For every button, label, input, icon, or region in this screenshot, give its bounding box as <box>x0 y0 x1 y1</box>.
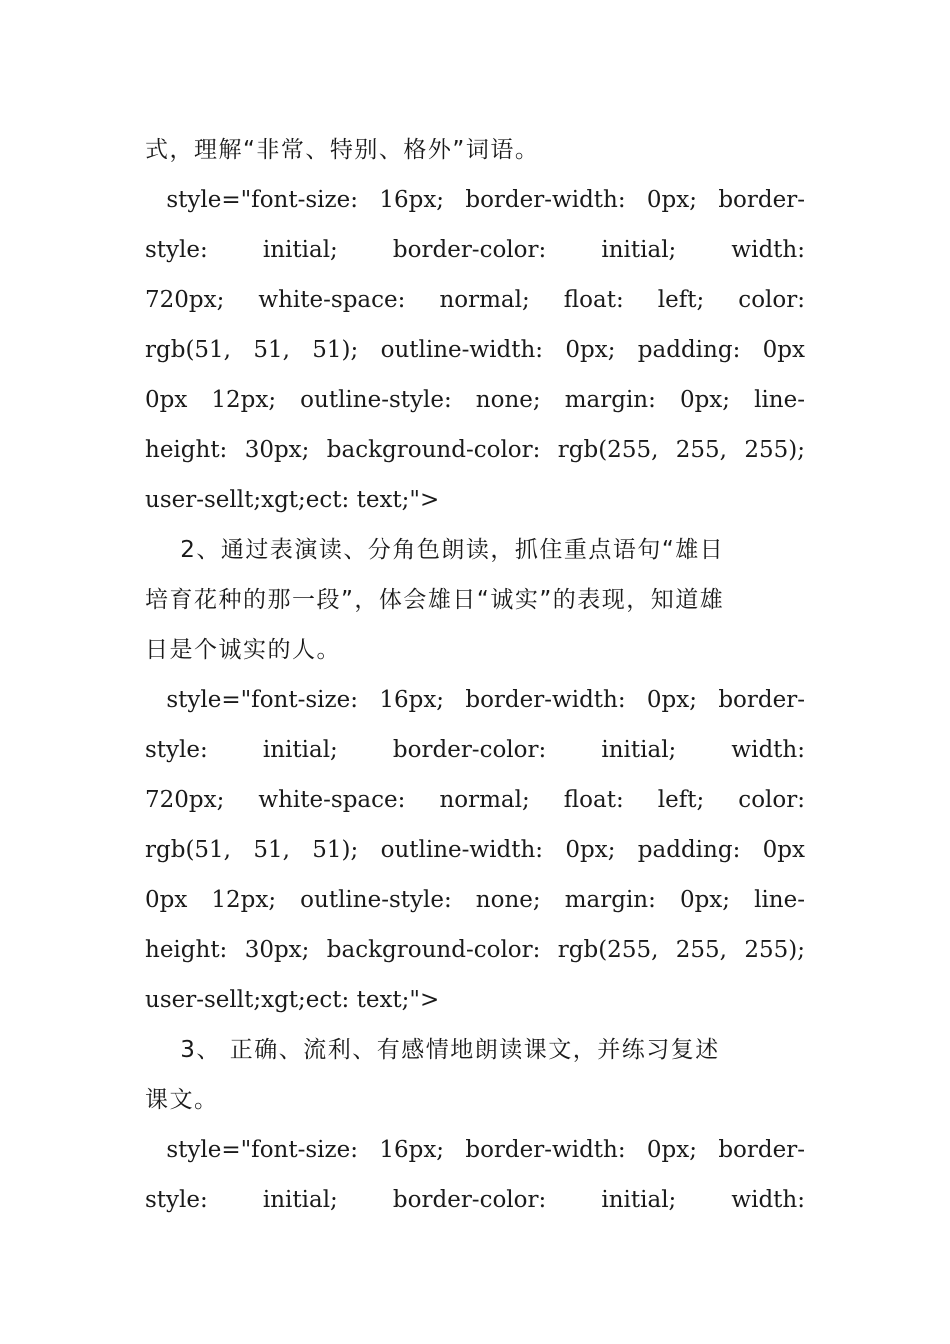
code-line: style: initial; border-color: initial; width: <box>145 1187 805 1213</box>
code-line: 0px 12px; outline-style: none; margin: 0px; line- <box>145 887 805 913</box>
code-line: user-sellt;xgt;ect: text;"> <box>145 987 440 1013</box>
code-line: rgb(51, 51, 51); outline-width: 0px; padding: 0px <box>145 837 805 863</box>
code-line: style="font-size: 16px; border-width: 0px; border- <box>145 1137 805 1163</box>
code-line: rgb(51, 51, 51); outline-width: 0px; padding: 0px <box>145 337 805 363</box>
text-line: 日是个诚实的人。 <box>145 637 341 663</box>
text-line: 培育花种的那一段”，体会雄日“诚实”的表现，知道雄 <box>145 587 725 613</box>
code-line: style="font-size: 16px; border-width: 0px; border- <box>145 187 805 213</box>
code-line: style: initial; border-color: initial; width: <box>145 737 805 763</box>
code-line: 720px; white-space: normal; float: left; color: <box>145 787 805 813</box>
text-line: 式，理解“非常、特别、格外”词语。 <box>145 137 540 163</box>
text-line: 3、 正确、流利、有感情地朗读课文，并练习复述 <box>145 1037 720 1063</box>
code-line: 0px 12px; outline-style: none; margin: 0px; line- <box>145 387 805 413</box>
text-line: 课文。 <box>145 1087 219 1113</box>
text-line: 2、通过表演读、分角色朗读，抓住重点语句“雄日 <box>145 537 725 563</box>
code-line: style: initial; border-color: initial; width: <box>145 237 805 263</box>
code-line: style="font-size: 16px; border-width: 0px; border- <box>145 687 805 713</box>
code-line: 720px; white-space: normal; float: left; color: <box>145 287 805 313</box>
code-line: height: 30px; background-color: rgb(255, 255, 255); <box>145 437 805 463</box>
code-line: user-sellt;xgt;ect: text;"> <box>145 487 440 513</box>
code-line: height: 30px; background-color: rgb(255, 255, 255); <box>145 937 805 963</box>
